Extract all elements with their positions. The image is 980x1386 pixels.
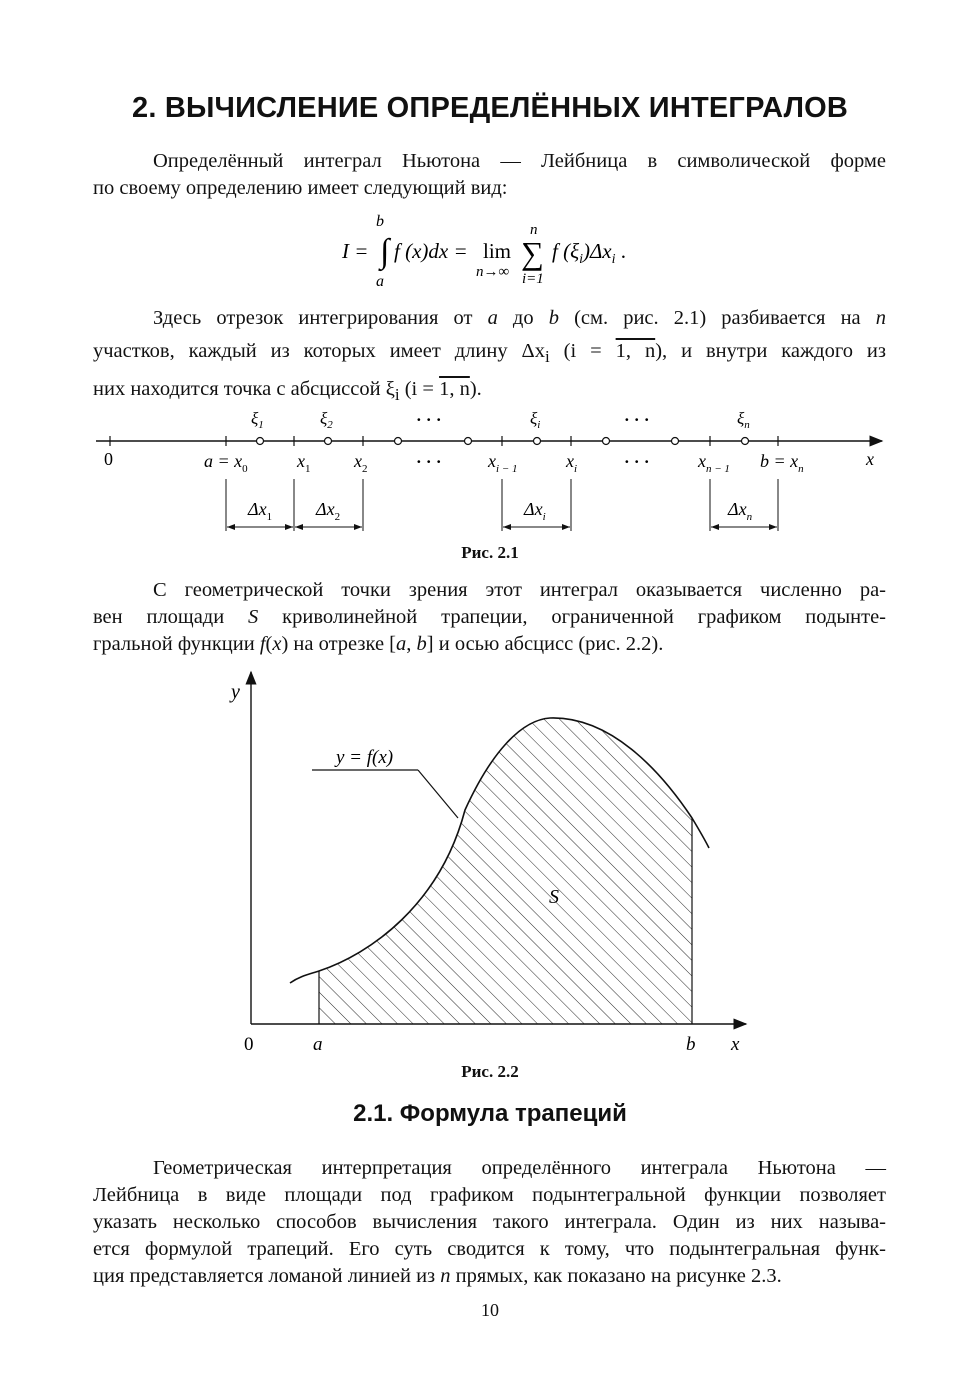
y-axis-label: y: [231, 681, 240, 703]
fig1-dx-labels: [247, 499, 753, 523]
text-part: них находится точка с абсциссой ξ: [93, 378, 395, 401]
label-leader-line: [418, 770, 458, 818]
point: [465, 438, 472, 445]
intro-line-2: по своему определению имеет следующий вид:: [93, 177, 508, 199]
xi-label-n: $\xi_n$: [737, 409, 750, 431]
fig1-x-labels: [204, 451, 804, 475]
trapezoid-line-3: указать несколько способов вычисления такого интеграла. Один из них называ-: [93, 1211, 886, 1233]
summand-rest: )Δx: [582, 239, 612, 263]
xi-point-2: [325, 438, 332, 445]
page-number: 10: [481, 1300, 499, 1320]
fig1-axis-label: x: [866, 449, 874, 469]
figure-2-2-caption: Рис. 2.2: [461, 1062, 519, 1081]
range-overline: 1, n: [439, 378, 470, 401]
origin-label: 0: [244, 1034, 254, 1055]
formula-lower-limit: a: [376, 273, 384, 290]
text-part: гральной функции: [93, 633, 260, 655]
var-b: b: [416, 633, 427, 655]
partition-line-1: [93, 302, 886, 335]
var-a: a: [396, 633, 407, 655]
sub-i: i: [544, 347, 550, 367]
figure-2-1-partition: [90, 405, 890, 540]
x-label-0: $a = x_0$: [204, 451, 248, 475]
formula-upper-limit: b: [376, 213, 384, 230]
formula-sum-upper: n: [530, 222, 538, 238]
trapezoid-paragraph: [93, 1155, 886, 1290]
fig1-dots-bottom-left: · · ·: [416, 452, 442, 471]
xi-label-i: $\xi_i$: [530, 409, 541, 431]
x-label-i: $x_i$: [566, 451, 578, 475]
text-part: (: [265, 633, 273, 655]
text-part: ) на отрезке [: [281, 633, 397, 655]
text-part: (i =: [399, 378, 440, 401]
var-b: b: [548, 307, 559, 329]
point: [395, 438, 402, 445]
dx-label-2: $\Delta x_2$: [316, 499, 341, 523]
partition-line-2: [93, 335, 886, 373]
text-part: Здесь отрезок интегрирования от: [153, 307, 488, 329]
a-label: a: [313, 1034, 323, 1055]
formula-lim-sub: n→∞: [476, 264, 510, 280]
formula-summand: [552, 239, 626, 267]
fig1-xi-labels: [251, 409, 750, 431]
curve-label: y = f(x): [336, 747, 394, 768]
trapezoid-line-4: ется формулой трапеций. Его суть сводится к тому, что подынтегральная функ-: [93, 1238, 886, 1260]
text-part: вен площади: [93, 606, 249, 628]
xi-label-2: $\xi_2$: [320, 409, 333, 431]
integral-sign: ∫: [380, 233, 390, 270]
formula-lhs: I =: [342, 239, 369, 263]
integral-formula: [330, 208, 660, 294]
b-label: b: [686, 1034, 696, 1055]
range-overline: 1, n: [615, 340, 656, 362]
intro-line-1: Определённый интеграл Ньютона — Лейбница в символической форме: [153, 150, 886, 172]
dx-label-i: $\Delta x_i$: [524, 499, 546, 523]
text-part: ] и осью абсцисс (рис. 2.2).: [426, 633, 664, 655]
geometry-line-3: [93, 631, 886, 658]
text-part: участков, каждый из которых имеет длину Δx: [93, 340, 545, 362]
summand-main: f (ξ: [552, 239, 580, 263]
sum-sign: ∑: [521, 235, 544, 271]
xi-point-i: [534, 438, 541, 445]
dx-label-n: $\Delta x_n$: [728, 499, 753, 523]
xi-point-n: [742, 438, 749, 445]
summand-sub2: i: [611, 252, 616, 267]
fig1-zero-label: 0: [104, 449, 113, 469]
sub-i: i: [394, 385, 400, 405]
x-label-im1: $x_{i - 1}$: [488, 451, 518, 475]
text-part: (см. рис. 2.1) разбивается на: [558, 307, 876, 329]
trapezoid-line-1: Геометрическая интерпретация определённого интеграла Ньютона —: [153, 1157, 886, 1179]
formula-sum-lower: i=1: [522, 271, 544, 287]
xi-point-1: [257, 438, 264, 445]
x-axis-label: x: [731, 1034, 740, 1055]
var-a: a: [487, 307, 498, 329]
geometry-line-1: С геометрической точки зрения этот интеграл оказывается численно ра-: [153, 579, 886, 601]
x-label-n: $b = x_n$: [760, 451, 804, 475]
fig1-dots-top-right: · · ·: [624, 410, 650, 429]
section-heading: 2. ВЫЧИСЛЕНИЕ ОПРЕДЕЛЁННЫХ ИНТЕГРАЛОВ: [131, 92, 849, 124]
summand-sub: i: [579, 252, 583, 267]
intro-paragraph: [93, 148, 886, 202]
var-f: f: [259, 633, 266, 655]
geometry-paragraph: [93, 577, 886, 658]
text-part: прямых, как показано на рисунке 2.3.: [450, 1265, 782, 1287]
fig1-dots-top-left: · · ·: [416, 410, 442, 429]
var-n: n: [875, 307, 887, 329]
text-part: ).: [469, 378, 482, 401]
dx-label-1: $\Delta x_1$: [248, 499, 273, 523]
trapezoid-line-2: Лейбница в виде площади под графиком подынтегральной функции позволяет: [93, 1184, 886, 1206]
figure-2-2-area: [220, 660, 760, 1060]
figure-2-1-caption: Рис. 2.1: [461, 543, 519, 562]
var-S: S: [248, 606, 259, 628]
subsection-heading: 2.1. Формула трапеций: [353, 1100, 627, 1127]
text-part: до: [497, 307, 549, 329]
x-label-1: $x_1$: [297, 451, 311, 475]
text-part: ), и внутри каждого из: [655, 340, 886, 362]
formula-lim: lim: [483, 239, 512, 263]
text-part: ,: [406, 633, 417, 655]
geometry-line-2: [93, 604, 886, 631]
point: [672, 438, 679, 445]
text-part: (i =: [549, 340, 616, 362]
fig1-dots-bottom-right: · · ·: [624, 452, 650, 471]
trapezoid-line-5: [93, 1263, 886, 1290]
var-x: x: [272, 633, 282, 655]
text-part: ция представляется ломаной линией из: [93, 1265, 441, 1287]
formula-end-dot: .: [615, 239, 626, 263]
x-label-2: $x_2$: [354, 451, 368, 475]
formula-integrand: f (x)dx =: [394, 239, 468, 263]
point: [603, 438, 610, 445]
text-part: криволинейной трапеции, ограниченной графиком подынте-: [258, 606, 886, 628]
partition-paragraph: [93, 302, 886, 411]
x-label-nm1: $x_{n - 1}$: [698, 451, 730, 475]
xi-label-1: $\xi_1$: [251, 409, 264, 431]
area-label: S: [549, 886, 559, 908]
var-n: n: [440, 1265, 451, 1287]
fig1-interval-lines: [226, 479, 778, 531]
